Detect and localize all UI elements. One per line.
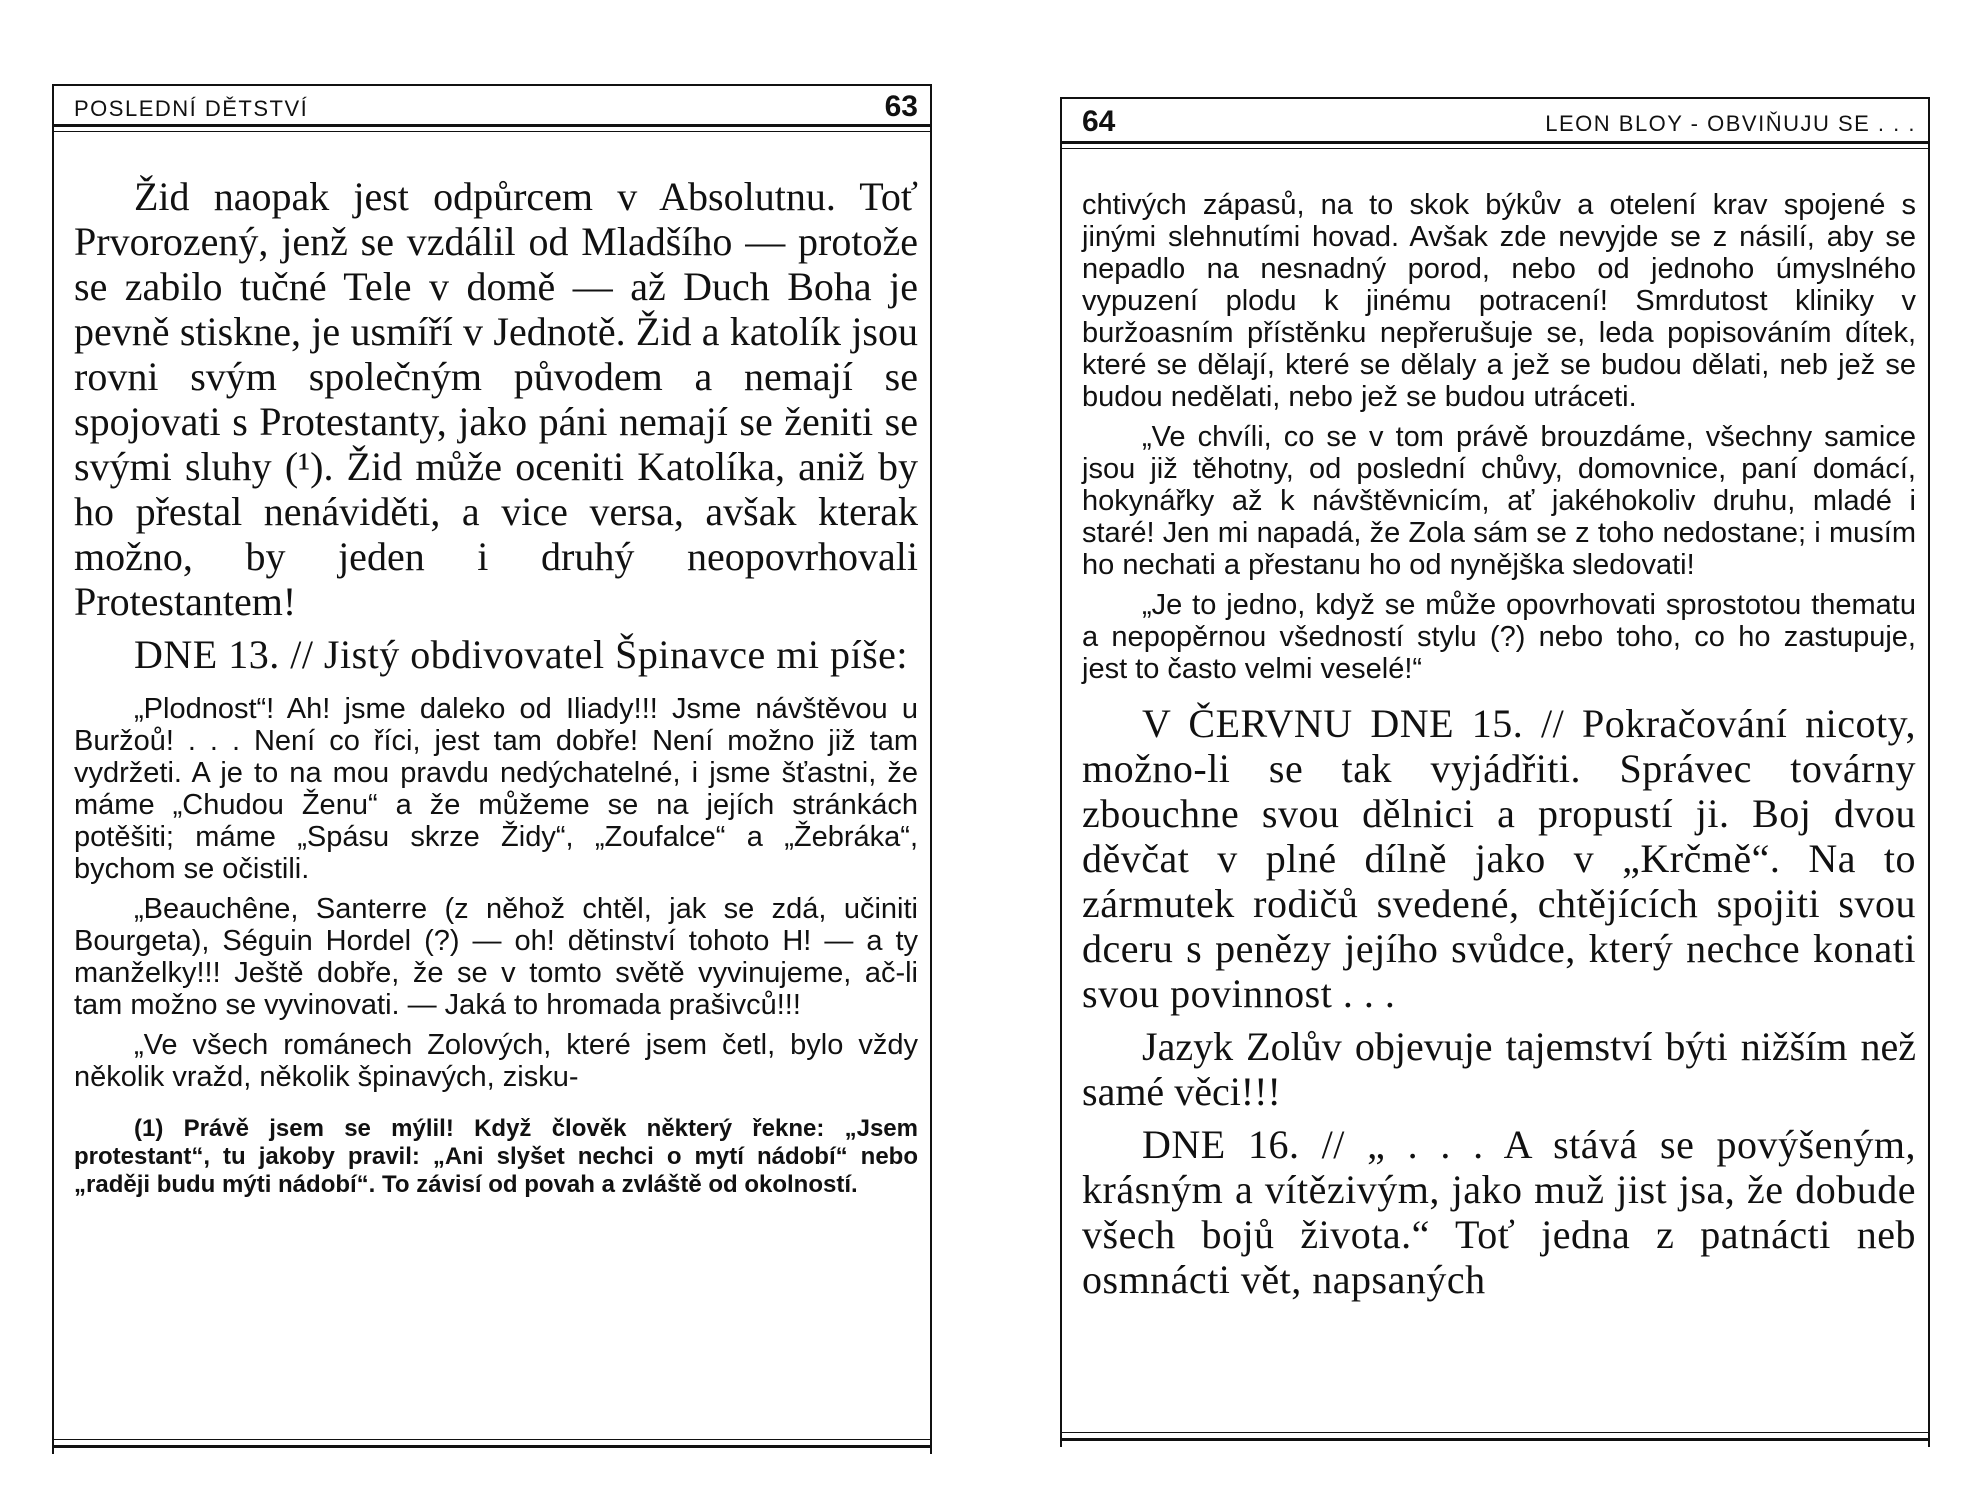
dated-entry: DNE 16. // „ . . . A stává se povýšeným, krásným a vítězivým, jako muž jist jsa, že dobude všech bojů života.“ Toť jedna z patnácti neb osmnácti vět, napsaných	[1082, 1122, 1916, 1302]
page-number: 63	[884, 90, 918, 123]
quote-paragraph: „Je to jedno, když se může opovrhovati sprostotou thematu a nepopěrnou všedností stylu (?) nebo toho, co ho zastupuje, jest to často velmi veselé!“	[1082, 589, 1916, 685]
quote-paragraph: chtivých zápasů, na to skok býkův a otelení krav spojené s jinými slehnutími hovad. Avšak zde nevyjde se z násilí, aby se nepadlo na nesnadný porod, nebo od jednoho úmyslného vypuzení plodu k jinému potracení! Smrdutost kliniky v buržoasním přístěnku nepřerušuje se, leda popisováním dítek, které se dělají, které se dělaly a jež se budou dělati, neb jež se budou nedělati, nebo jež se budou utráceti.	[1082, 189, 1916, 413]
header-rule	[52, 124, 932, 127]
left-border	[1060, 97, 1062, 1447]
quote-paragraph: „Beauchêne, Santerre (z něhož chtěl, jak se zdá, učiniti Bourgeta), Séguin Hordel (?) — oh! dětinství tohoto H! — a ty manželky!!! Ještě dobře, že se v tomto světě vyvinujeme, ač-li tam možno se vyvinovati. — Jaká to hromada prašivců!!!	[74, 893, 918, 1021]
body-text	[74, 174, 918, 1199]
right-border	[1928, 97, 1930, 1447]
paragraph: Žid naopak jest odpůrcem v Absolutnu. Toť Prvorozený, jenž se vzdálil od Mladšího — protože se zabilo tučné Tele v domě — až Duch Boha je pevně stiskne, je usmíří v Jednotě. Žid a katolík jsou rovni svým společným původem a nemají se spojovati s Protestanty, jako páni nemají se ženiti se svými sluhy (¹). Žid může oceniti Katolíka, aniž by ho přestal nenáviděti, a vice versa, avšak kterak možno, by jeden i druhý neopovrhovali Protestantem!	[74, 174, 918, 624]
header-rule	[1060, 141, 1930, 144]
right-page	[1060, 97, 1930, 1447]
header-rule-thin	[52, 131, 932, 132]
right-border	[930, 84, 932, 1454]
footnote: (1) Právě jsem se mýlil! Když člověk některý řekne: „Jsem protestant“, tu jakoby pravil: „Ani slyšet nechci o mytí nádobí“ nebo „raději budu mýti nádobí“. To závisí od povah a zvláště od okolností.	[74, 1115, 918, 1198]
quote-paragraph: „Ve všech románech Zolových, které jsem četl, bylo vždy několik vražd, několik špinavých, zisku-	[74, 1029, 918, 1093]
page-header	[1060, 101, 1930, 137]
bottom-rule	[1060, 1438, 1930, 1441]
body-text	[1082, 189, 1916, 1302]
left-page	[52, 84, 932, 1454]
left-border	[52, 84, 54, 1454]
page-number: 64	[1082, 105, 1116, 138]
dated-entry: V ČERVNU DNE 15. // Pokračování nicoty, možno-li se tak vyjádřiti. Správec továrny zbouchne svou dělnici a propustí ji. Boj dvou děvčat v plné dílně jako v „Krčmě“. Na to zármutek rodičů svedené, chtějících spojiti svou dceru s penězy jejího svůdce, který nechce konati svou povinnost . . .	[1082, 701, 1916, 1016]
header-rule-thin	[1060, 148, 1930, 149]
bottom-rule	[52, 1445, 932, 1448]
top-rule	[1060, 97, 1930, 99]
quote-paragraph: „Ve chvíli, co se v tom právě brouzdáme, všechny samice jsou již těhotny, od poslední chůvy, domovnice, paní domácí, hokynářky až k návštěvnicím, ať jakéhokoliv druhu, mladé i staré! Jen mi napadá, že Zola sám se z toho nedostane; i musím ho nechati a přestanu ho od nynějška sledovati!	[1082, 421, 1916, 581]
bottom-rule-thin	[52, 1439, 932, 1440]
running-head: LEON BLOY - OBVIŇUJU SE . . .	[1545, 111, 1916, 136]
running-head: POSLEDNÍ DĚTSTVÍ	[74, 96, 309, 121]
quote-paragraph: „Plodnost“! Ah! jsme daleko od Iliady!!! Jsme návštěvou u Buržoů! . . . Není co říci, jest tam dobře! Není možno již tam vydržeti. A je to na mou pravdu nedýchatelné, i jsme šťastni, že máme „Chudou Ženu“ a že můžeme se na jejích stránkách potěšiti; máme „Spásu skrze Židy“, „Zoufalce“ a „Žebráka“, bychom se očistili.	[74, 693, 918, 885]
dated-entry: DNE 13. // Jistý obdivovatel Špinavce mi píše:	[134, 632, 909, 677]
bottom-rule-thin	[1060, 1432, 1930, 1433]
page-header	[52, 86, 932, 122]
paragraph: Jazyk Zolův objevuje tajemství býti nižším než samé věci!!!	[1082, 1024, 1916, 1114]
